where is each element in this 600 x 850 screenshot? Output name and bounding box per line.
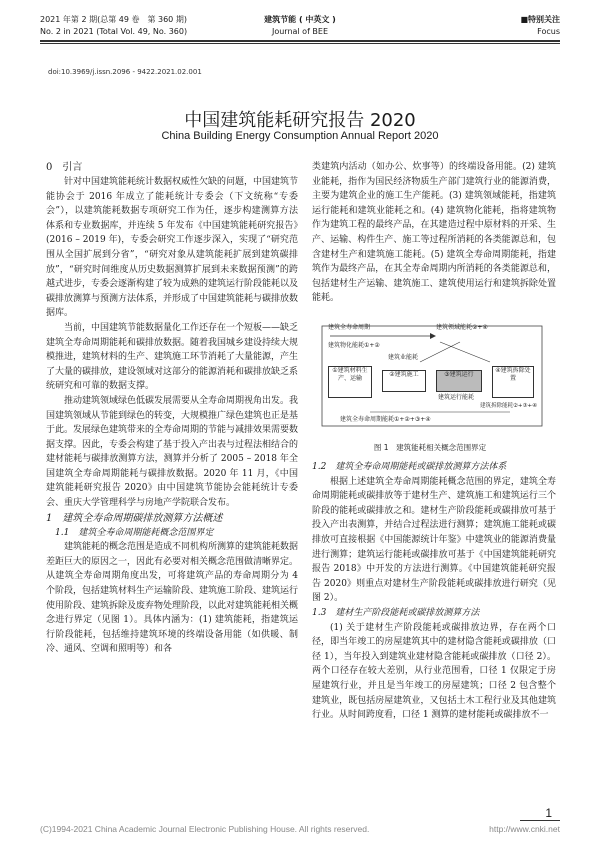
header-rule — [40, 40, 560, 42]
paragraph: 针对中国建筑能耗统计数据权威性欠缺的问题，中国建筑节能协会于 2016 年成立了能耗统计专委会（下文统称“专委会”），以建筑能耗数据专项研究工作为任，逐步构建测算方法体系和专业数据库，并连续 5 年发布《中国建筑能耗研究报告》(2016 – 2019 年)，专委会研究工作逐步深入，实现了“研究范围从全国扩展到分省”，“研究对象从建筑能耗扩展到建筑碳排放”，“研究时间维度从历史数据测算扩展到未来数据预测”的跨越式进步，专委会逐渐构建了较为成熟的建筑运行阶段能耗以及碳排放测算与预测方法体系，并形成了中国建筑能耗与碳排放数据库。 — [46, 177, 299, 319]
doi: doi:10.3969/j.issn.2096 - 9422.2021.02.001 — [48, 68, 202, 76]
section-label-cn: ■特别关注 — [520, 15, 560, 24]
left-column — [46, 160, 298, 657]
copyright-footer: (C)1994-2021 China Academic Journal Electronic Publishing House. All rights reserved. — [40, 824, 370, 834]
fig-box-demolition: ④建筑拆除处置 — [492, 366, 534, 398]
section-1-3-heading: 1.3 建材生产阶段能耗或碳排放测算方法 — [312, 607, 480, 618]
right-column-bottom — [312, 460, 556, 723]
section-1-1-heading: 1.1 建筑全寿命周期能耗概念范围界定 — [55, 527, 214, 538]
fig-label-embodied: 建筑物化能耗①+② — [328, 342, 380, 349]
page-number: 1 — [545, 806, 552, 820]
fig-label-total: 建筑全寿命周期能耗①+②+③+④ — [340, 416, 431, 423]
fig-label-demolition: 建筑拆除能耗②+③+④ — [480, 403, 538, 409]
fig-label-industry: 建筑业能耗 — [388, 354, 419, 361]
section-0-heading: 0 引言 — [46, 162, 83, 173]
journal-name-cn: 建筑节能 ( 中英文 ) — [264, 15, 336, 24]
title-en: China Building Energy Consumption Annual Report 2020 — [161, 130, 439, 142]
paragraph: 推动建筑领域绿色低碳发展需要从全寿命周期视角出发。我国建筑领域从节能到绿色的转变，大规模推广绿色建筑也正是基于此。发展绿色建筑带来的全寿命周期的节能与减排效果需要数据支撑。因此，专委会构建了基于投入产出表与过程法相结合的建材能耗与碳排放测算方法，测算并分析了 2005 – 2018 年全国建筑全寿命周期能耗与碳排放数据。2020 年 11 月，《中国建筑能耗研究报告 2020》由中国建筑节能协会能耗统计专委会、重庆大学管理科学与房地产学院联合发布。 — [46, 395, 299, 509]
header-issue-cn: 2021 年第 2 期(总第 49 卷 第 360 期) — [40, 15, 187, 24]
header-rule-thin — [40, 43, 560, 44]
fig-box-materials: ①建筑材料生产、运输 — [328, 366, 372, 398]
figure-1-caption: 图 1 建筑能耗相关概念范围界定 — [373, 443, 487, 452]
paragraph: 类建筑内活动（如办公、炊事等）的终端设备用能。(2) 建筑业能耗，指作为国民经济物质生产部门建筑行业的能源消费，主要为建筑企业的施工生产能耗。(3) 建筑领域能耗，指建筑运行能耗和建筑业能耗之和。(4) 建筑物化能耗，指将建筑物作为建筑工程的最终产品，在其建造过程中原材料的开采、生产、运输、构件生产、施工等过程所消耗的各类能源总和，包含建材生产和建筑施工能耗。(5) 建筑全寿命周期能耗，指建筑作为最终产品，在其全寿命周期内所消耗的各类能源总和，包括建材生产运输、建筑施工、建筑使用运行和建筑拆除处置能耗。 — [312, 162, 556, 304]
fig-box-operation: ③建筑运行 — [436, 370, 482, 392]
paragraph: 当前，中国建筑节能数据量化工作还存在一个短板——缺乏建筑全寿命周期能耗和碳排放数据。随着我国城乡建设持续大规模推进，建筑材料的生产、建筑施工环节消耗了大量能源，产生了大量的碳排放，建设领域对这部分的能源消耗和碳排放缺乏系统研究和可靠的数据支撑。 — [46, 322, 299, 392]
journal-name-en: Journal of BEE — [271, 27, 329, 36]
paragraph: 根据上述建筑全寿命周期能耗概念范围的界定，建筑全寿命周期能耗或碳排放等于建材生产、建筑施工和建筑运行三个阶段的能耗或碳排放之和。建材生产阶段能耗或碳排放可基于投入产出表测算，并结合过程法进行测算；建筑施工能耗或碳排放可直接根据《中国能源统计年鉴》中建筑业的能源消费量进行测算；建筑运行能耗或碳排放可基于《中国建筑能耗研究报告 2018》中开发的方法进行测算。《中国建筑能耗研究报告 2020》则重点对建材生产阶段能耗或碳排放进行研究（见图 2）。 — [312, 476, 556, 604]
paragraph: (1) 关于建材生产阶段能耗或碳排放边界，存在两个口径，即当年竣工的房屋建筑其中的建材隐含能耗或碳排放（口径 1），当年投入到建筑业建材隐含能耗或碳排放（口径 2）。两个口径存在较大差别，从行业范围看，口径 1 仅限定于房屋建筑行业，并且是当年竣工的房屋建筑；口径 2 包含整个建筑业，既包括房屋建筑业，又包括土木工程行业及其他建筑行业。从时间跨度看，口径 1 测算的建材能耗或碳排放不一 — [312, 622, 556, 721]
fig-label-operation: 建筑运行能耗 — [438, 394, 475, 401]
fig-label-lifecycle: 建筑全寿命周期 — [328, 324, 371, 331]
fig-label-sector: 建筑领域能耗②+④ — [436, 324, 488, 331]
right-column-top — [312, 160, 556, 306]
footer-url: http://www.cnki.net — [489, 824, 560, 834]
section-1-heading: 1 建筑全寿命周期碳排放测算方法概述 — [46, 512, 223, 524]
fig-box-construction: ②建筑施工 — [382, 370, 426, 392]
arrowhead — [430, 333, 436, 339]
section-1-2-heading: 1.2 建筑全寿命周期能耗或碳排放测算方法体系 — [312, 462, 507, 472]
title-cn: 中国建筑能耗研究报告 2020 — [184, 110, 416, 131]
section-label-en: Focus — [537, 27, 560, 36]
footer-rule — [520, 820, 560, 821]
figure-1 — [310, 322, 550, 442]
header-issue-en: No. 2 in 2021 (Total Vol. 49, No. 360) — [40, 27, 188, 36]
paragraph: 建筑能耗的概念范围是造成不同机构所测算的建筑能耗数据差距巨大的原因之一，因此有必要对相关概念范围做清晰界定。从建筑全寿命周期角度出发，可将建筑产品的寿命周期分为 4 个阶段，包括建筑材料生产运输阶段、建筑施工阶段、建筑运行使用阶段、建筑拆除及废弃物处理阶段，以此对建筑能耗相关概念进行界定（见图 1）。具体内涵为：(1) 建筑能耗，指建筑运行阶段能耗，包括维持建筑环境的终端设备用能（如供暖、制冷、通风、空调和照明等）和各 — [46, 542, 299, 655]
